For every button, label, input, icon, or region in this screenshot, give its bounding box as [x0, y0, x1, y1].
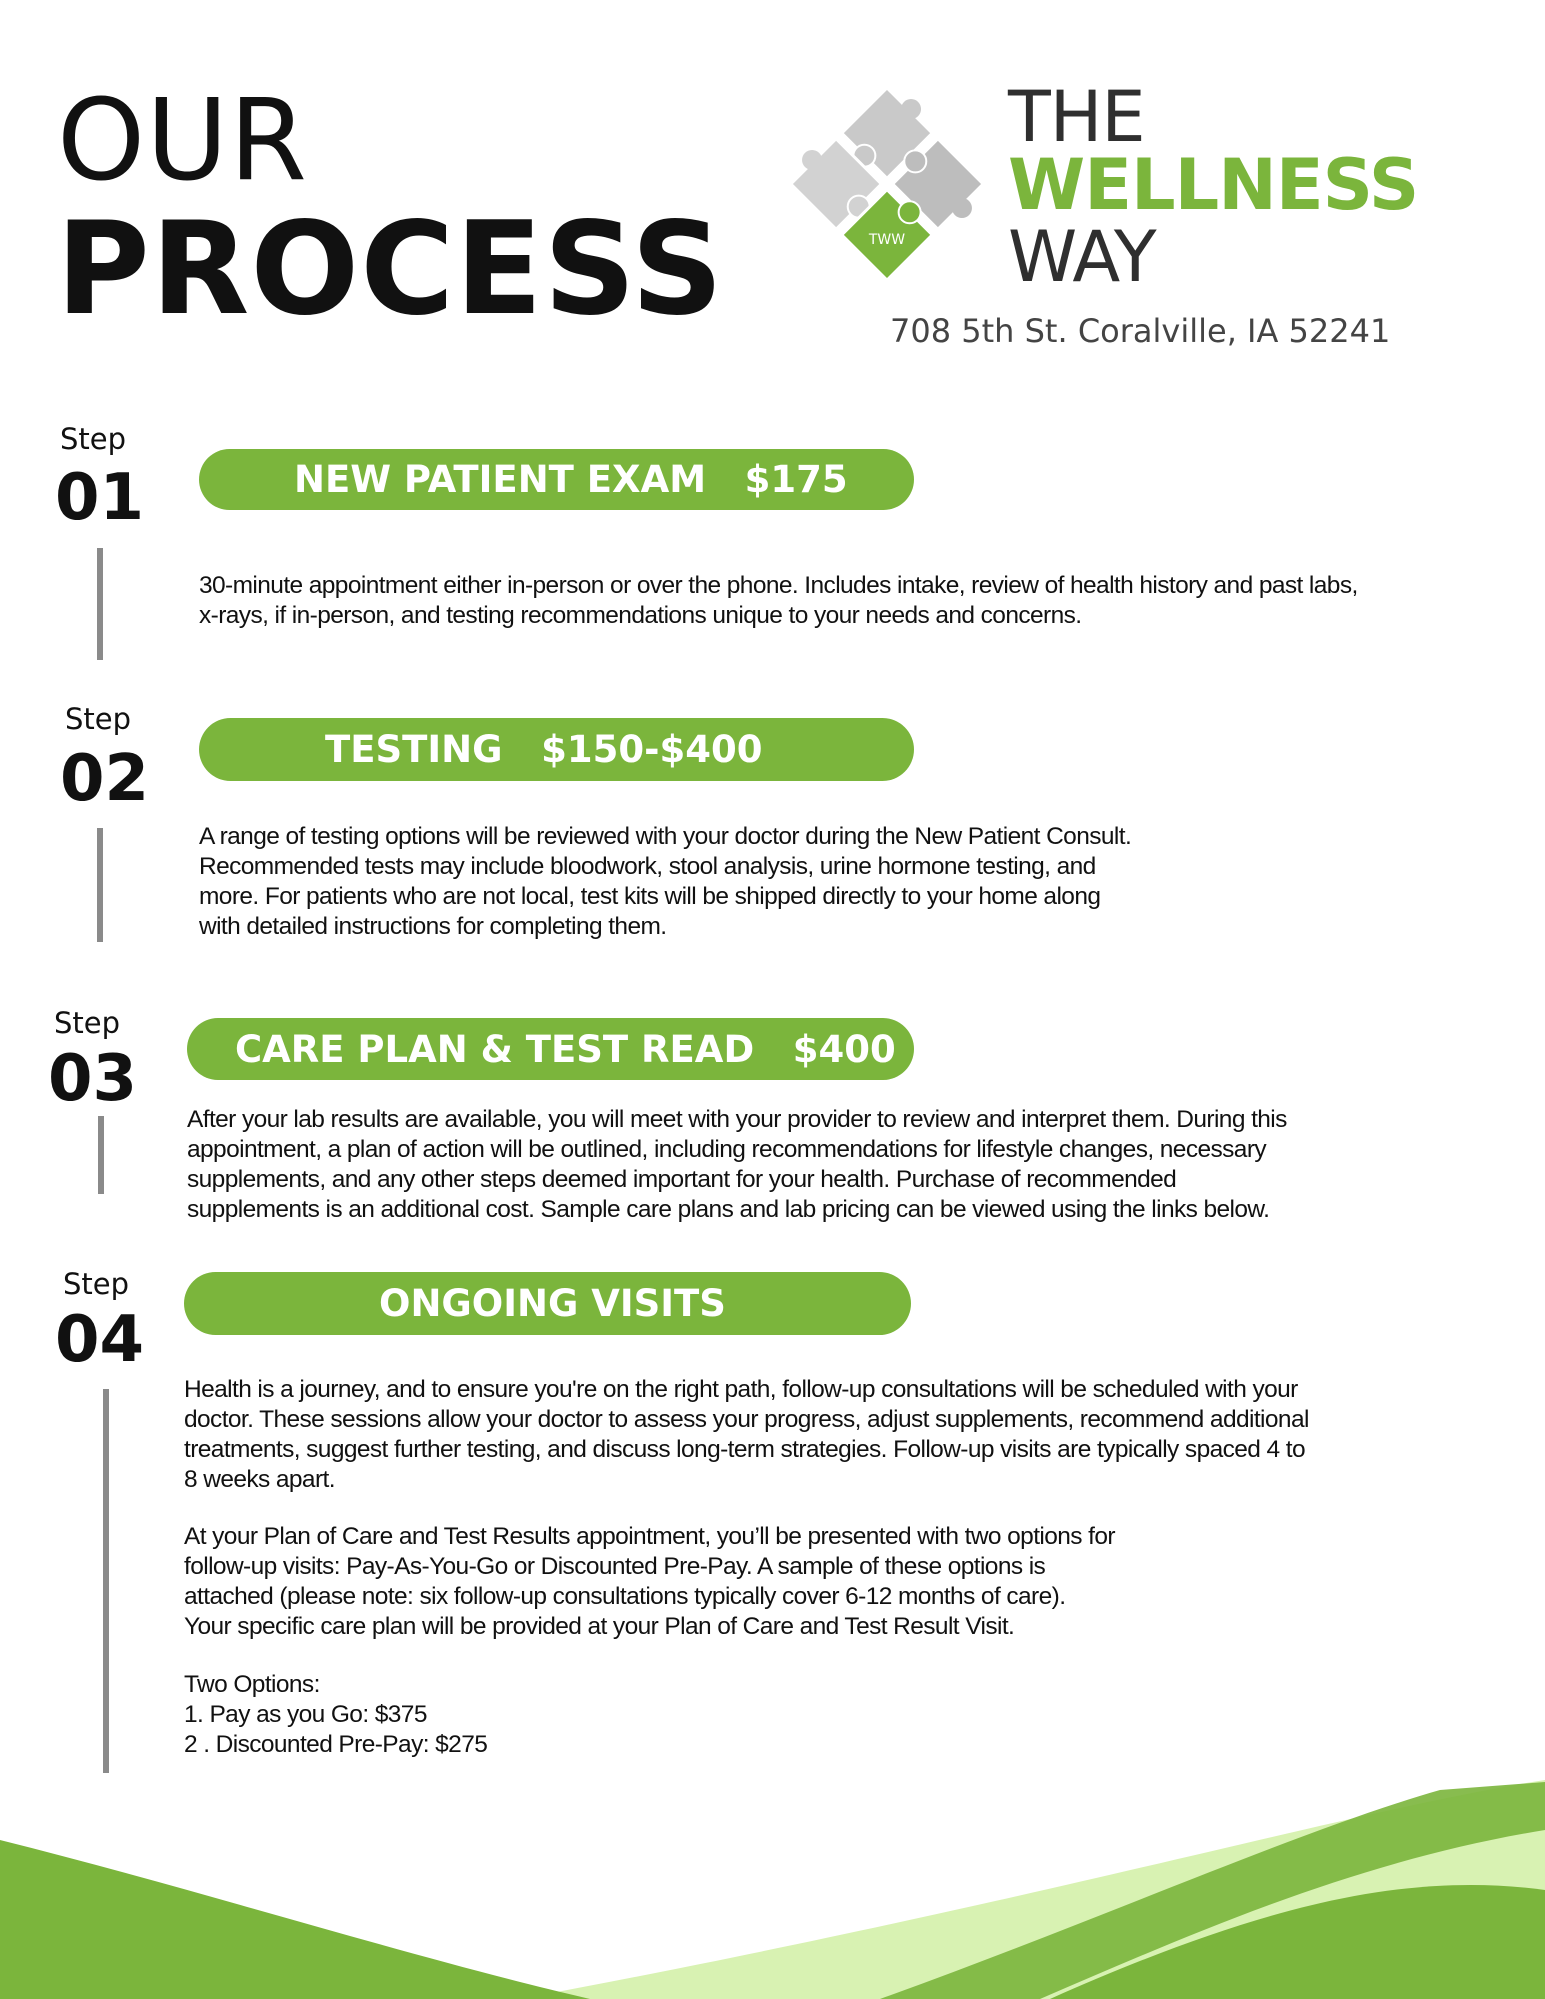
step-connector-line: [97, 828, 103, 942]
logo-badge-text: TWW: [868, 232, 906, 248]
step-label: Step: [60, 422, 127, 456]
option-item: 1. Pay as you Go: $375: [184, 1701, 427, 1728]
option-item: 2 . Discounted Pre-Pay: $275: [184, 1731, 488, 1758]
step-title-pill: TESTING $150-$400: [199, 718, 914, 781]
step-label: Step: [54, 1006, 121, 1040]
options-heading: Two Options:: [184, 1671, 320, 1698]
logo-text-the: THE: [1008, 76, 1145, 158]
step-label: Step: [65, 702, 132, 736]
logo-text-wellness: WELLNESS: [1008, 144, 1419, 226]
step-connector-line: [97, 548, 103, 660]
step-description: Health is a journey, and to ensure you're on the right path, follow-up consultations will be scheduled with your doctor. These sessions allow your doctor to assess your progress, adjust supplements, recommend additional treatments, suggest further testing, and discuss long-term strategies. Follow-up visits are typically spaced 4 to 8 weeks apart.: [184, 1376, 1309, 1493]
step-number: 03: [48, 1042, 138, 1116]
step-description: A range of testing options will be reviewed with your doctor during the New Patient Consult. Recommended tests may include bloodwork, stool analysis, urine hormone testing, and more. For patients who are not local, test kits will be shipped directly to your home along with detailed instructions for completing them.: [199, 823, 1132, 940]
step-connector-line: [103, 1389, 109, 1773]
step-number: 02: [60, 742, 150, 816]
step-title-pill: CARE PLAN & TEST READ $400: [187, 1018, 914, 1080]
puzzle-logo-icon: [775, 72, 1000, 297]
step-description: After your lab results are available, you will meet with your provider to review and interpret them. During this appointment, a plan of action will be outlined, including recommendations for lifestyle changes, necessary supplements, and any other steps deemed important for your health. Purchase of recommended supplements is an additional cost. Sample care plans and lab pricing can be viewed using the links below.: [187, 1106, 1287, 1223]
logo-text-way: WAY: [1008, 216, 1156, 298]
address: 708 5th St. Coralville, IA 52241: [890, 312, 1391, 350]
title-our: OUR: [57, 76, 308, 206]
step-number: 01: [55, 461, 145, 535]
decorative-waves: [0, 1770, 1545, 1999]
step-number: 04: [55, 1303, 145, 1377]
step-title-pill: NEW PATIENT EXAM $175: [199, 449, 914, 510]
title-process: PROCESS: [56, 195, 725, 344]
step-title-pill: ONGOING VISITS: [184, 1272, 911, 1335]
step-connector-line: [98, 1116, 104, 1194]
step-label: Step: [63, 1267, 130, 1301]
step-description: 30-minute appointment either in-person or over the phone. Includes intake, review of health history and past labs, x-rays, if in-person, and testing recommendations unique to your needs and concerns.: [199, 572, 1358, 629]
step-description-paragraph-2: At your Plan of Care and Test Results appointment, you’ll be presented with two options for follow-up visits: Pay-As-You-Go or Discounted Pre-Pay. A sample of these options is attached (please note: six follow-up consultations typically cover 6-12 months of care). Your specific care plan will be provided at your Plan of Care and Test Result Visit.: [184, 1523, 1115, 1640]
